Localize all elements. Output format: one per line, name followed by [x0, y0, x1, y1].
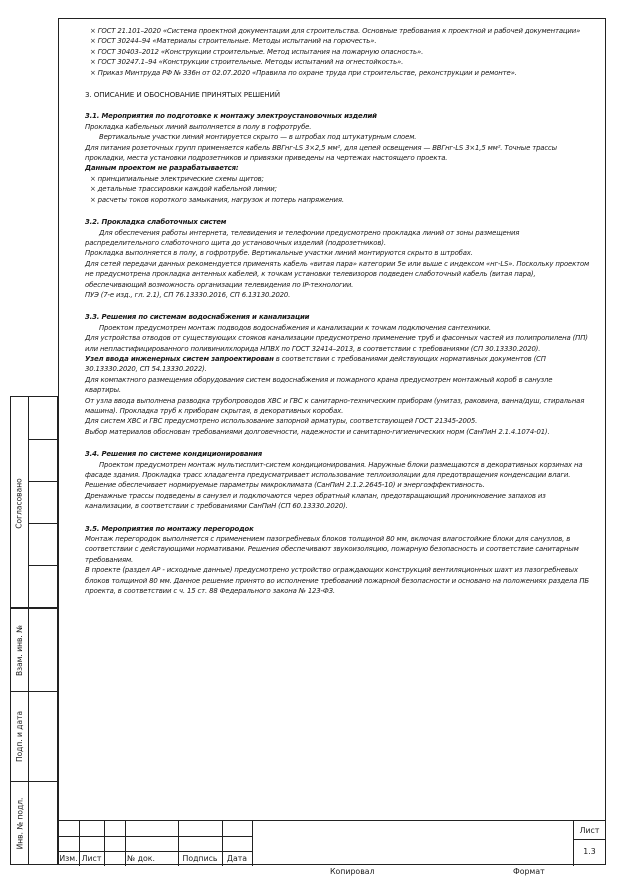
paragraph: Узел ввода инженерных систем запроектирован в соответствии с требованиями действующих нормативных документов (СП 30.13330.2020, СП 54.13330.2022). — [85, 354, 546, 374]
list-item: × принципиальные электрические схемы щитов; — [90, 174, 264, 183]
ref-item: × ГОСТ 30403–2012 «Конструкции строительные. Метод испытания на пожарную опасность». — [90, 47, 424, 56]
ref-item: × ГОСТ 30247.1–94 «Конструкции строительные. Методы испытаний на огнестойкость». — [90, 58, 404, 67]
inventory-strip — [10, 608, 58, 865]
paragraph: Прокладка кабельных линий выполняется в полу в гофротрубе. — [85, 122, 312, 131]
agreed-label: Согласовано — [15, 477, 25, 529]
sign-date-label: Подп. и дата — [15, 710, 24, 762]
subsection-title: 3.3. Решения по системам водоснабжения и канализации — [85, 313, 310, 322]
paragraph: Для устройства отводов от существующих стояков канализации предусмотрено применение труб и фасонных частей из полипропилена (ПП) или непластифицированного поливинилхлорида НПВХ по ГОСТ 32414–2013, в соответствии с требованиями (СП 30.13330.2020). — [85, 334, 588, 353]
paragraph: Для обеспечения работы интернета, телевидения и телефонии предусмотрено прокладка линий от зоны размещения распределительного слаботочного щита до установочных изделий (подрозетников). — [85, 228, 520, 247]
title-block — [58, 820, 606, 865]
col-doc-number: № док. — [127, 854, 155, 863]
paragraph: Для компактного размещения оборудования систем водоснабжения и пожарного крана предусмотрен монтажный короб в санузле квартиры. — [85, 375, 553, 395]
paragraph: Монтаж перегородок выполняется с применением пазогребневых блоков толщиной 80 мм, включая влагостойкие блоки для санузлов, в соответствии с действующими нормативами. Решения обеспечивают звукоизоляцию, пожарную безопасность и соответствие санитарным требованиям. — [85, 535, 579, 564]
subsection-title: 3.4. Решения по системе кондиционирования — [85, 450, 262, 459]
paragraph: Для питания розеточных групп применяется кабель ВВГнг-LS 3×2,5 мм², для цепей освещения — ВВГнг-LS 3×1,5 мм². Точные трассы прокладки, места установки подрозетников и привязки приведены на чертежах настоящего проекта. — [85, 143, 557, 163]
paragraph: Для сетей передачи данных рекомендуется применять кабель «витая пара» категории 5е или выше с индексом «нг-LS». Поскольку проектом не предусмотрена прокладка антенных кабелей, к точкам установки телевизоров подведен слаботочный кабель (витая пара), обеспечивающий возможность организации телевидения по IP-технологии. — [85, 259, 590, 289]
list-item: × детальные трассировки каждой кабельной линии; — [90, 185, 277, 194]
ref-item: × ГОСТ 30244–94 «Материалы строительные. Методы испытаний на горючесть». — [90, 37, 377, 46]
col-signature: Подпись — [182, 854, 218, 863]
col-date: Дата — [226, 854, 248, 863]
subsection-title: 3.1. Мероприятия по подготовке к монтажу электроустановочных изделий — [85, 112, 377, 121]
paragraph: Прокладка выполняется в полу, в гофротрубе. Вертикальные участки линий монтируются скрыто в штробах. — [85, 249, 473, 258]
agreed-strip — [10, 396, 58, 608]
format-label: Формат — [513, 867, 545, 876]
subsection-title: 3.2. Прокладка слаботочных систем — [85, 218, 227, 227]
paragraph: Вертикальные участки линий монтируется скрыто — в штробах под штукатурным слоем. — [99, 133, 417, 142]
paragraph: Дренажные трассы подведены в санузел и подключаются через обратный клапан, предотвращающий проникновение запахов из канализации, в соответствии с требованиями СанПиН (СП 60.13330.2020). — [85, 491, 546, 511]
sheet-number: 1.3 — [583, 847, 596, 856]
paragraph: В проекте (раздел АР - исходные данные) предусмотрено устройство ограждающих конструкций вентиляционных шахт из пазогребневых блоков толщиной 80 мм. Данное решение принято во исполнение требований пожарной безопасности и основано на положениях раздела ПБ проекта, в соответствии с ч. 15 ст. 88 Федерального закона № 123-ФЗ. — [85, 566, 590, 596]
subsection-title: 3.5. Мероприятия по монтажу перегородок — [85, 524, 254, 533]
inv-original-label: Инв. № подл. — [15, 797, 24, 850]
col-sheet: Лист — [81, 854, 102, 863]
sheet-label: Лист — [579, 826, 600, 835]
col-change: Изм. — [59, 854, 78, 863]
paragraph: Выбор материалов обоснован требованиями долговечности, надежности и санитарно-гигиенических норм (СанПиН 2.1.4.1074-01). — [85, 427, 550, 436]
ref-item: × Приказ Минтруда РФ № 336н от 02.07.2020 «Правила по охране труда при строительстве, реконструкции и ремонте». — [90, 68, 517, 77]
copied-label: Копировал — [330, 867, 375, 876]
paragraph: Проектом предусмотрен монтаж мультисплит-систем кондиционирования. Наружные блоки размещаются в декоративных корзинах на фасаде здания. Прокладка трасс хладагента предусматривает использование теплоизоляции для предотвращения конденсации влаги. Решение обеспечивает нормируемые параметры микроклимата (СанПиН 2.1.2.2645-10) и энергоэффективность. — [85, 460, 583, 490]
inv-replace-label: Взам. инв. № — [15, 624, 25, 676]
paragraph: Проектом предусмотрен монтаж подводов водоснабжения и канализации к точкам подключения сантехники. — [99, 323, 491, 332]
paragraph: От узла ввода выполнена разводка трубопроводов ХВС и ГВС к санитарно-техническим приборам (унитаз, раковина, ванна/душ, стиральная машина). Прокладка труб к приборам скрытая, в декоративных коробах. — [85, 396, 585, 415]
list-item: × расчеты токов короткого замыкания, нагрузок и потерь напряжения. — [90, 195, 344, 204]
section-title: 3. ОПИСАНИЕ И ОБОСНОВАНИЕ ПРИНЯТЫХ РЕШЕНИЙ — [85, 90, 280, 100]
document-body — [85, 26, 590, 597]
ref-item: × ГОСТ 21.101–2020 «Система проектной документации для строительства. Основные требования к проектной и рабочей документации» — [90, 27, 581, 35]
paragraph: ПУЭ (7-е изд., гл. 2.1), СП 76.13330.2016, СП 6.13130.2020. — [85, 290, 291, 299]
paragraph: Данным проектом не разрабатывается: — [85, 164, 239, 173]
paragraph: Для систем ХВС и ГВС предусмотрено использование запорной арматуры, соответствующей ГОСТ 21345-2005. — [85, 417, 478, 426]
